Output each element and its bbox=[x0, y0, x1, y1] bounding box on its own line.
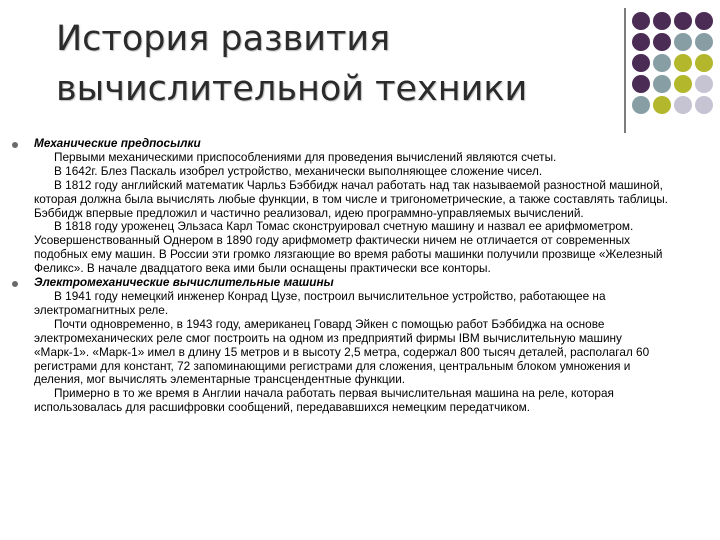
decor-dot bbox=[695, 75, 713, 93]
decorative-divider-line bbox=[624, 8, 626, 133]
paragraph: Первыми механическими приспособлениями для проведения вычислений являются счеты. bbox=[54, 149, 557, 164]
paragraph: Почти одновременно, в 1943 году, американец Говард Эйкен с помощью работ Бэббиджа на основе электромеханических реле смог построить на одном из предприятий фирмы IBM вычислительную машину «Марк-1». «Марк-1» имел в длину 15 метров и в высоту 2,5 метра, содержал 800 тысяч деталей, располагал 60 регистрами для констант, 72 запоминающими регистрами для сложения, центральным блоком умножения и деления, мог вычислять элементарные трансцендентные функции. bbox=[34, 316, 650, 387]
decor-dot bbox=[653, 75, 671, 93]
slide-title bbox=[56, 14, 596, 114]
decor-dot bbox=[695, 33, 713, 51]
paragraph: В 1642г. Блез Паскаль изобрел устройство, механически выполняющее сложение чисел. bbox=[54, 163, 543, 178]
decor-dot bbox=[695, 54, 713, 72]
decor-dot bbox=[674, 75, 692, 93]
decor-dot bbox=[632, 12, 650, 30]
decor-dot bbox=[674, 54, 692, 72]
slide-title-line-2: вычислительной техники bbox=[56, 69, 528, 109]
decor-dot bbox=[632, 54, 650, 72]
decorative-dot-grid bbox=[632, 12, 720, 136]
decor-dot bbox=[632, 75, 650, 93]
section-electromechanical bbox=[12, 276, 670, 415]
decor-dot bbox=[695, 12, 713, 30]
slide-title-line-1: История развития bbox=[56, 19, 391, 59]
decor-dot bbox=[632, 96, 650, 114]
decor-dot bbox=[674, 33, 692, 51]
bullet-icon bbox=[12, 281, 18, 287]
decor-dot bbox=[653, 12, 671, 30]
paragraph: В 1941 году немецкий инженер Конрад Цузе, построил вычислительное устройство, работающее на электромагнитных реле. bbox=[34, 288, 606, 317]
paragraph: В 1818 году уроженец Эльзаса Карл Томас сконструировал счетную машину и назвал ее арифмометром. Усовершенствованный Однером в 1890 году арифмометр фактически ничем не отличается от современных подобных ему машин. В России эти громко лязгающие во время работы машинки получили прозвище «Железный Феликс». В начале двадцатого века ими были оснащены практически все конторы. bbox=[34, 219, 663, 276]
decor-dot bbox=[653, 96, 671, 114]
section-heading: Электромеханические вычислительные машины bbox=[34, 275, 334, 290]
bullet-icon bbox=[12, 142, 18, 148]
decor-dot bbox=[674, 12, 692, 30]
slide-body bbox=[12, 137, 670, 415]
decor-dot bbox=[653, 33, 671, 51]
decor-dot bbox=[695, 96, 713, 114]
decor-dot bbox=[653, 54, 671, 72]
paragraph: Примерно в то же время в Англии начала работать первая вычислительная машина на реле, которая использовалась для расшифровки сообщений, передававшихся немецким передатчиком. bbox=[34, 386, 614, 415]
section-heading: Механические предпосылки bbox=[34, 136, 201, 150]
decor-dot bbox=[674, 96, 692, 114]
section-mechanical bbox=[12, 137, 670, 276]
decor-dot bbox=[632, 33, 650, 51]
paragraph: В 1812 году английский математик Чарльз Бэббидж начал работать над так называемой разностной машиной, которая должна была вычислять любые функции, в том числе и тригонометрические, а также составлять таблицы. Бэббидж впервые предложил и частично реализовал, идею программно-управляемых вычислений. bbox=[34, 177, 668, 220]
